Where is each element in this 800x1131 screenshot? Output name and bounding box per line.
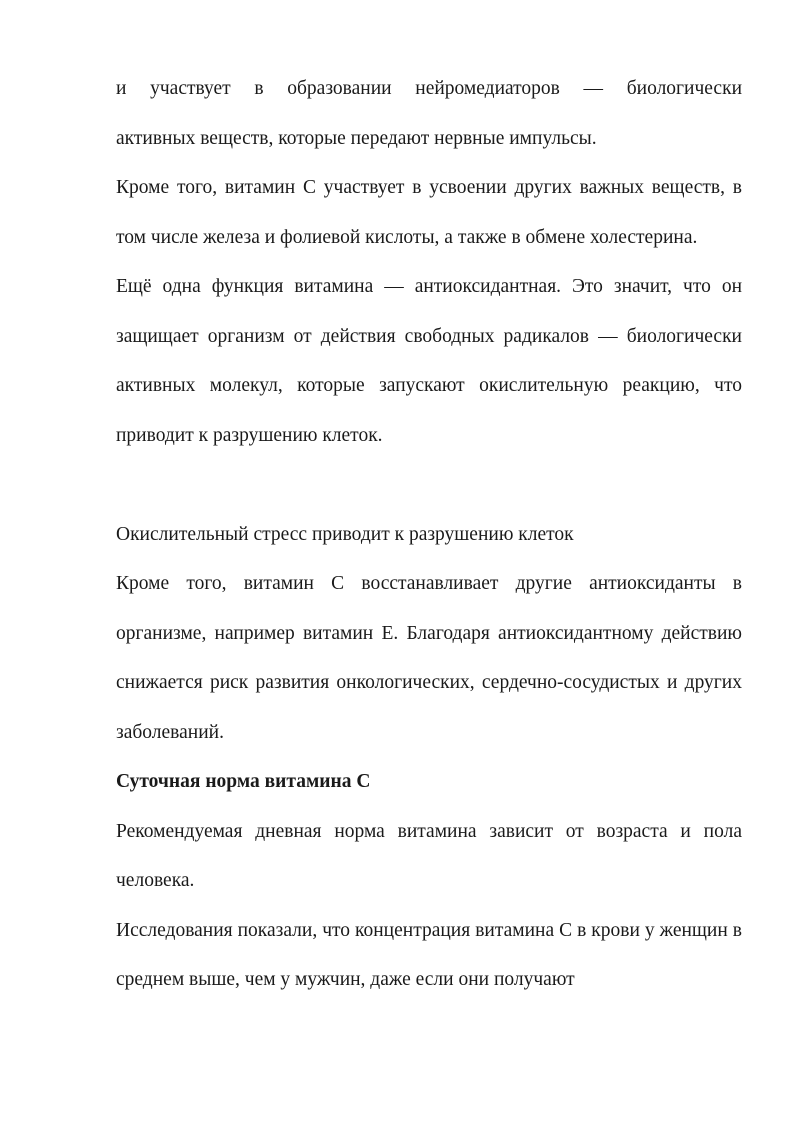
paragraph-absorption: Кроме того, витамин C участвует в усвоении других важных веществ, в том числе железа и фолиевой кислоты, а также в обмене холестерина.	[116, 177, 742, 248]
blank-line	[116, 460, 742, 510]
paragraph-antioxidant: Ещё одна функция витамина — антиоксидантная. Это значит, что он защищает организм от действия свободных радикалов — биологически активных молекул, которые запускают окислительную реакцию, что приводит к разрушению клеток.	[116, 276, 742, 446]
paragraph-research: Исследования показали, что концентрация витамина C в крови у женщин в среднем выше, чем у мужчин, даже если они получают	[116, 919, 742, 990]
paragraph-daily-norm: Рекомендуемая дневная норма витамина зависит от возраста и пола человека.	[116, 820, 742, 891]
paragraph-neurotransmitters	[116, 64, 742, 163]
paragraph-line: и участвует в образовании нейромедиаторов — биологически	[116, 78, 742, 99]
image-caption: Окислительный стресс приводит к разрушению клеток	[116, 523, 574, 545]
paragraph-restores-antioxidants: Кроме того, витамин C восстанавливает другие антиоксиданты в организме, например витамин E. Благодаря антиоксидантному действию снижается риск развития онкологических, сердечно-сосудистых и других заболеваний.	[116, 573, 742, 743]
document-page	[116, 64, 742, 1005]
section-heading: Суточная норма витамина C	[116, 771, 371, 792]
paragraph-line: активных веществ, которые передают нервные импульсы.	[116, 127, 597, 149]
